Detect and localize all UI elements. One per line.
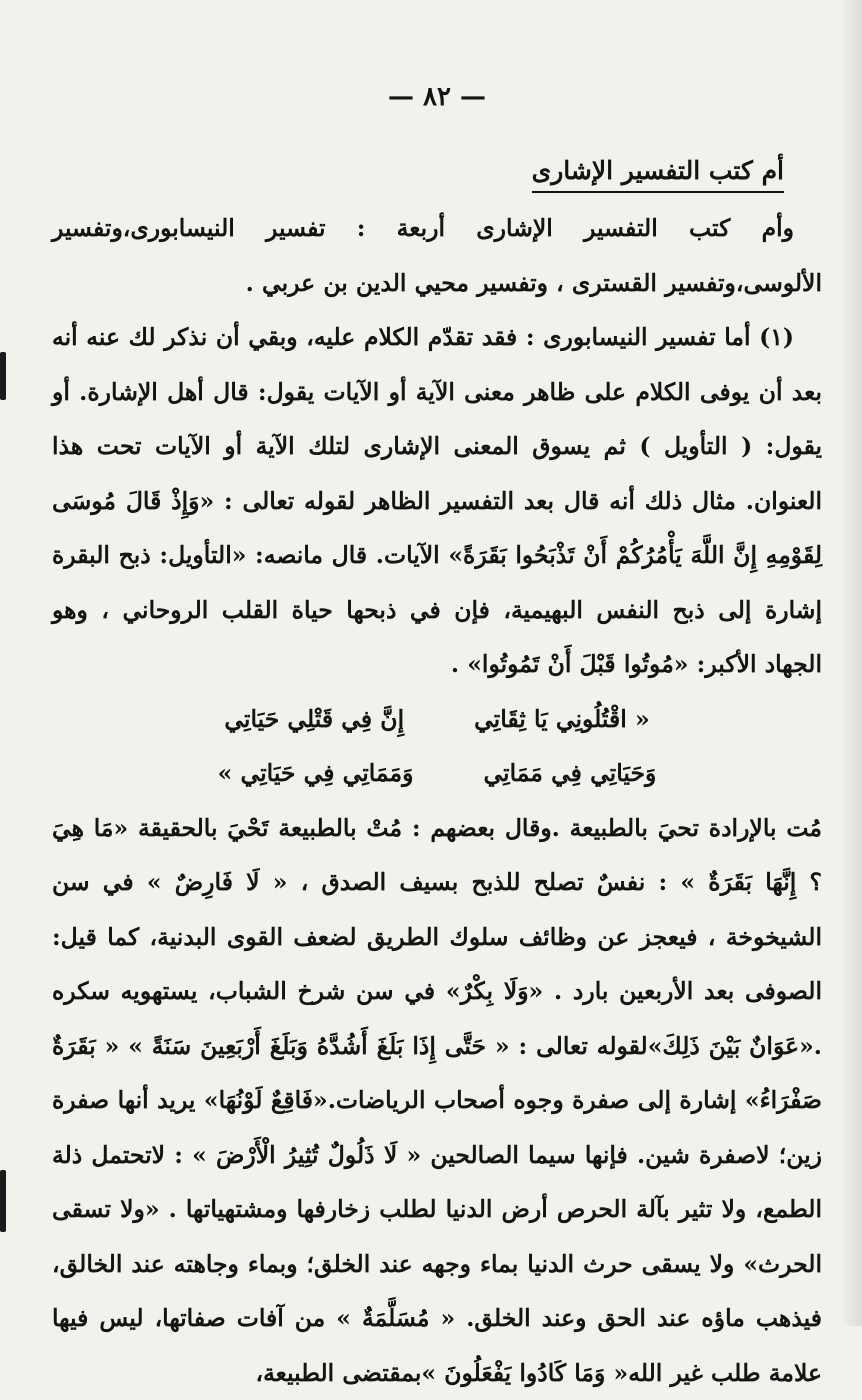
poem-verse-2-first-hemistich: وَحَيَاتِي فِي مَمَاتِي <box>483 746 656 801</box>
cow-interpretation-paragraph: مُت بالإرادة تحيَ بالطبيعة .وقال بعضهم : مُتْ بالطبيعة تَحْيَ بالحقيقة «مَا هِيَ ؟ إِنَّهَا بَقَرَةٌ » : نفسٌ تصلح للذبح بسيف الصدق ، « لَا فَارِضٌ » في سن الشيخوخة ، فيعجز عن وظائف سلوك الطريق لضعف القوى البدنية، كما قيل: الصوفى بعد الأربعين بارد . «وَلَا بِكْرٌ» في سن شرخ الشباب، يستهويه سكره .«عَوَانٌ بَيْنَ ذَلِكَ»لقوله تعالى : « حَتَّى إِذَا بَلَغَ أَشُدَّهُ وَبَلَغَ أَرْبَعِينَ سَنَةً » « بَقَرَةٌ صَفْرَاءُ» إشارة إلى صفرة وجوه أصحاب الرياضات.«فَاقِعٌ لَوْنُهَا» يريد أنها صفرة زين؛ لاصفرة شين. فإنها سيما الصالحين « لَا ذَلُولٌ تُثِيرُ الْأَرْضَ » : لاتحتمل ذلة الطمع، ولا تثير بآلة الحرص أرض الدنيا لطلب زخارفها ومشتهياتها . «ولا تسقى الحرث» ولا يسقى حرث الدنيا بماء وجهه عند الخلق؛ وبماء وجاهته عند الخالق، فيذهب ماؤه عند الحق وعند الخلق. « مُسَلَّمَةٌ » من آفات صفاتها، ليس فيها علامة طلب غير الله« وَمَا كَادُوا يَفْعَلُونَ »بمقتضى الطبيعة، <box>52 801 822 1400</box>
poem-verse-2 <box>52 746 822 801</box>
section-heading <box>52 156 822 185</box>
section-heading-text: أم كتب التفسير الإشارى <box>532 156 784 193</box>
poem-verse-1-first-hemistich: « اقْتُلُونِي يَا ثِقَاتِي <box>474 692 650 747</box>
poem-verse-2-second-hemistich: وَمَمَاتِي فِي حَيَاتِي » <box>218 746 414 801</box>
page-number: — ٨٢ — <box>52 82 822 112</box>
nisaburi-paragraph: (١) أما تفسير النيسابورى : فقد تقدّم الكلام عليه، وبقي أن نذكر لك عنه أنه بعد أن يوفى الكلام على ظاهر معنى الآية أو الآيات يقول: قال أهل الإشارة. أو يقول: ( التأويل ) ثم يسوق المعنى الإشارى لتلك الآية أو الآيات تحت هذا العنوان. مثال ذلك أنه قال بعد التفسير الظاهر لقوله تعالى : «وَإِذْ قَالَ مُوسَى لِقَوْمِهِ إِنَّ اللَّهَ يَأْمُرُكُمْ أَنْ تَذْبَحُوا بَقَرَةً» الآيات. قال مانصه: «التأويل: ذبح البقرة إشارة إلى ذبح النفس البهيمية، فإن في ذبحها حياة القلب الروحاني ، وهو الجهاد الأكبر: «مُوتُوا قَبْلَ أَنْ تَمُوتُوا» . <box>52 310 822 692</box>
poem-verse-1-second-hemistich: إِنَّ فِي قَتْلِي حَيَاتِي <box>224 692 404 747</box>
intro-paragraph: وأم كتب التفسير الإشارى أربعة : تفسير النيسابورى،وتفسير الألوسى،وتفسير القسترى ، وتفسير محيي الدين بن عربي . <box>52 201 822 310</box>
poem-verse-1 <box>52 692 822 747</box>
